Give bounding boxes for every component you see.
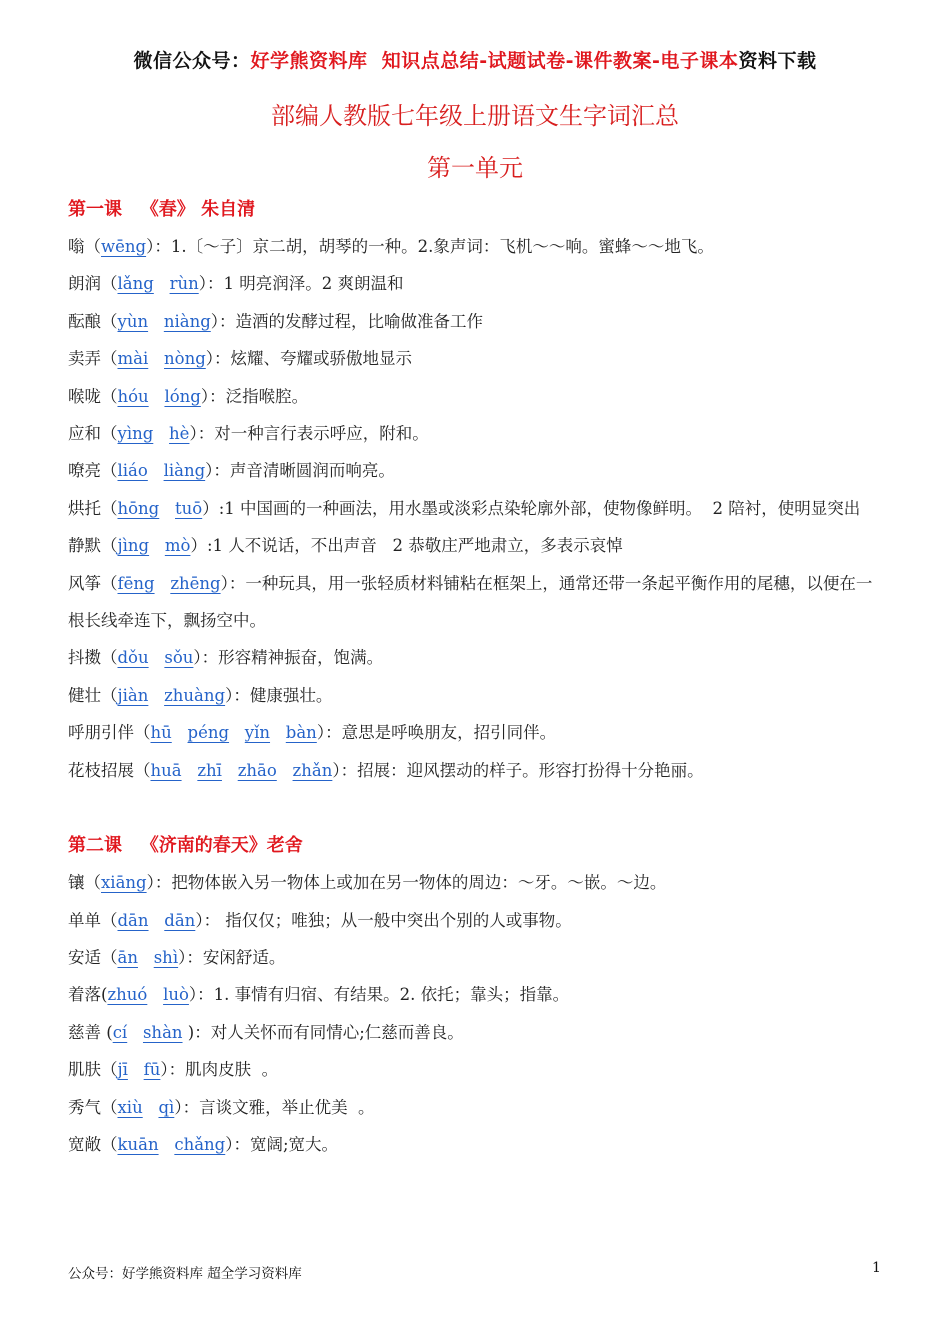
- vocab-entry: [68, 228, 883, 265]
- close-paren: ）: [146, 237, 155, 256]
- close-paren: ）: [193, 648, 202, 668]
- vocab-word: 酝酿: [68, 311, 101, 331]
- open-paren: （: [101, 424, 118, 444]
- vocab-word: 单单: [68, 910, 101, 930]
- vocab-definition: ：造酒的发酵过程，比喻做准备工作: [219, 311, 484, 331]
- vocab-word: 风筝: [68, 573, 101, 593]
- pinyin: yǐn: [244, 723, 271, 743]
- pinyin: mò: [164, 536, 191, 556]
- pinyin: lóng: [164, 386, 201, 406]
- pinyin: cí: [112, 1022, 128, 1042]
- pinyin: dān: [164, 910, 196, 930]
- close-paren: ）: [146, 873, 155, 893]
- vocab-entry: [68, 490, 883, 527]
- pinyin: zhuó: [107, 985, 148, 1005]
- close-paren: ）: [174, 1097, 183, 1117]
- vocab-word: 镶: [68, 873, 85, 893]
- vocab-word: 健壮: [68, 685, 101, 705]
- vocab-entry: [68, 303, 883, 340]
- vocab-definition: ：对一种言行表示呼应，附和。: [197, 424, 429, 444]
- vocab-definition: ：声音清晰圆润而响亮。: [213, 461, 395, 481]
- vocab-definition: ：对人关怀而有同情心;仁慈而善良。: [194, 1022, 464, 1042]
- section-gap: [68, 789, 883, 827]
- pinyin: zhuàng: [164, 685, 226, 705]
- open-paren: (: [101, 985, 108, 1005]
- open-paren: （: [84, 237, 101, 256]
- vocab-word: 呼朋引伴: [68, 723, 134, 743]
- vocab-word: 应和: [68, 424, 101, 444]
- open-paren: (: [101, 1022, 113, 1042]
- vocab-word: 烘托: [68, 498, 101, 518]
- pinyin: nòng: [164, 349, 206, 369]
- pinyin: niàng: [163, 311, 211, 331]
- open-paren: （: [101, 648, 118, 668]
- pinyin: hè: [169, 424, 190, 444]
- pinyin: yìng: [117, 424, 154, 444]
- pinyin: jiàn: [117, 685, 149, 705]
- banner-prefix: 微信公众号：: [133, 50, 251, 72]
- close-paren: ）: [190, 536, 207, 556]
- vocab-definition: ： 指仅仅；唯独；从一般中突出个别的人或事物。: [203, 910, 572, 930]
- footer-text: 公众号：好学熊资料库 超全学习资料库: [68, 1266, 302, 1282]
- close-paren: ）: [205, 349, 215, 369]
- pinyin: yùn: [117, 311, 149, 331]
- open-paren: （: [101, 386, 118, 406]
- top-banner: [0, 46, 950, 73]
- vocab-entry: [68, 378, 883, 415]
- pinyin: zhēng: [170, 573, 221, 593]
- open-paren: （: [134, 760, 151, 780]
- vocabulary-content: [68, 191, 883, 1163]
- close-paren: ）: [220, 573, 229, 593]
- banner-highlight: 好学熊资料库 知识点总结-试题试卷-课件教案-电子课本: [250, 50, 739, 72]
- pinyin: lǎng: [117, 274, 154, 294]
- open-paren: （: [101, 498, 118, 518]
- pinyin: shàn: [142, 1022, 183, 1042]
- close-paren: ）: [205, 461, 214, 481]
- pinyin: hū: [150, 723, 172, 743]
- pinyin: bàn: [285, 723, 317, 743]
- close-paren: ）: [332, 760, 341, 780]
- pinyin: qì: [158, 1097, 175, 1117]
- vocab-definition: ：意思是呼唤朋友，招引同伴。: [325, 723, 557, 743]
- vocab-entry: [68, 265, 883, 302]
- close-paren: ）: [200, 386, 210, 406]
- vocab-word: 着落: [68, 985, 101, 1005]
- open-paren: （: [101, 910, 118, 930]
- open-paren: （: [101, 311, 118, 331]
- vocab-definition: ：1 明亮润泽。2 爽朗温和: [206, 274, 404, 294]
- vocab-word: 喉咙: [68, 386, 101, 406]
- close-paren: ）: [160, 1060, 169, 1080]
- open-paren: （: [101, 1060, 118, 1080]
- pinyin: zhāo: [237, 760, 277, 780]
- lesson-heading: 第一课 《春》 朱自清: [68, 199, 256, 220]
- vocab-definition: ：形容精神振奋，饱满。: [201, 648, 384, 668]
- pinyin: xiù: [117, 1097, 143, 1117]
- pinyin: chǎng: [174, 1134, 226, 1154]
- vocab-definition: ：一种玩具，用一张轻质材料铺粘在框架上，通常还带一条起平衡作用的尾穗，以便在一根长线牵连下，飘扬空中。: [68, 573, 873, 631]
- open-paren: （: [101, 573, 118, 593]
- lesson-heading: 第二课 《济南的春天》老舍: [68, 835, 303, 857]
- banner-suffix: 资料下载: [738, 50, 817, 72]
- close-paren: ）: [316, 723, 326, 743]
- pinyin: fū: [143, 1060, 161, 1080]
- vocab-word: 秀气: [68, 1097, 101, 1117]
- vocab-word: 朗润: [68, 274, 101, 294]
- close-paren: ）: [225, 1134, 234, 1154]
- pinyin: hōng: [117, 498, 160, 518]
- pinyin: dān: [117, 910, 149, 930]
- vocab-word: 宽敞: [68, 1134, 101, 1154]
- vocab-word: 安适: [68, 947, 101, 967]
- close-paren: ）: [225, 685, 234, 705]
- pinyin: luò: [163, 985, 189, 1005]
- open-paren: （: [101, 349, 118, 369]
- pinyin: jī: [117, 1060, 128, 1080]
- open-paren: （: [101, 947, 118, 967]
- vocab-word: 嘹亮: [68, 461, 101, 481]
- close-paren: ）: [195, 910, 204, 930]
- vocab-definition: ：宽阔;宽大。: [233, 1134, 339, 1154]
- vocab-definition: ：炫耀、夸耀或骄傲地显示: [214, 349, 413, 369]
- vocab-definition: ：健康强壮。: [233, 685, 333, 705]
- pinyin: hóu: [117, 386, 149, 406]
- vocab-definition: ：泛指喉腔。: [209, 386, 309, 406]
- vocab-word: 慈善: [68, 1022, 101, 1042]
- open-paren: （: [84, 873, 101, 893]
- vocab-entry: [68, 902, 883, 939]
- open-paren: （: [101, 536, 118, 556]
- document-title: 部编人教版七年级上册语文生字词汇总: [271, 102, 679, 130]
- vocab-definition: ：肌肉皮肤 。: [168, 1060, 279, 1080]
- vocab-word: 静默: [68, 536, 101, 556]
- vocab-entry: [68, 415, 883, 452]
- vocab-definition: :1 中国画的一种画法，用水墨或淡彩点染轮廓外部，使物像鲜明。 2 陪衬，使明显突出: [218, 498, 861, 518]
- open-paren: （: [101, 461, 118, 481]
- vocab-entry: [68, 452, 883, 489]
- close-paren: ）: [210, 311, 220, 331]
- open-paren: （: [101, 685, 118, 705]
- close-paren: ): [182, 1022, 195, 1042]
- pinyin: zhī: [197, 760, 222, 780]
- pinyin: fēng: [117, 573, 155, 593]
- close-paren: ）: [202, 498, 219, 518]
- page-number: 1: [872, 1260, 881, 1276]
- vocab-entry: [68, 976, 883, 1013]
- vocab-definition: ：招展：迎风摆动的样子。形容打扮得十分艳丽。: [340, 760, 704, 780]
- vocab-entry: [68, 565, 883, 640]
- pinyin: sǒu: [164, 648, 194, 668]
- close-paren: ）: [189, 424, 198, 444]
- open-paren: （: [134, 723, 151, 743]
- vocab-word: 嗡: [68, 237, 85, 256]
- vocab-definition: ：把物体嵌入另一物体上或加在另一物体的周边：～牙。～嵌。～边。: [154, 873, 667, 893]
- vocab-definition: ：1.〔～子〕京二胡，胡琴的一种。2.象声词：飞机～～响。蜜蜂～～地飞。: [154, 237, 714, 256]
- pinyin: dǒu: [117, 648, 149, 668]
- pinyin: zhǎn: [292, 760, 333, 780]
- vocab-entry: [68, 1126, 883, 1163]
- pinyin: kuān: [117, 1134, 159, 1154]
- vocab-entry: [68, 864, 883, 901]
- pinyin: liàng: [163, 461, 206, 481]
- vocab-entry: [68, 939, 883, 976]
- vocab-entry: [68, 1089, 883, 1126]
- close-paren: ）: [198, 274, 207, 294]
- vocab-entry: [68, 340, 883, 377]
- vocab-definition: ：安闲舒适。: [186, 947, 286, 967]
- unit-title: 第一单元: [427, 154, 523, 182]
- open-paren: （: [101, 1097, 118, 1117]
- vocab-entry: [68, 677, 883, 714]
- pinyin: péng: [187, 723, 230, 743]
- vocab-entry: [68, 639, 883, 676]
- pinyin: shì: [153, 947, 179, 967]
- vocab-entry: [68, 714, 883, 751]
- pinyin: mài: [117, 349, 149, 369]
- pinyin: rùn: [169, 274, 199, 294]
- vocab-entry: [68, 527, 883, 564]
- vocab-word: 花枝招展: [68, 760, 134, 780]
- pinyin: tuō: [175, 498, 203, 518]
- pinyin: wēng: [101, 237, 147, 256]
- pinyin: jìng: [117, 536, 150, 556]
- vocab-entry: [68, 1014, 883, 1051]
- pinyin: liáo: [117, 461, 148, 481]
- vocab-word: 肌肤: [68, 1060, 101, 1080]
- vocab-definition: ：1. 事情有归宿、有结果。2. 依托；靠头；指靠。: [197, 985, 570, 1005]
- close-paren: ）: [178, 947, 187, 967]
- pinyin: ān: [117, 947, 138, 967]
- vocab-entry: [68, 752, 883, 789]
- vocab-entry: [68, 1051, 883, 1088]
- open-paren: （: [101, 1134, 118, 1154]
- vocab-word: 抖擞: [68, 648, 101, 668]
- pinyin: huā: [150, 760, 182, 780]
- vocab-word: 卖弄: [68, 349, 101, 369]
- pinyin: xiāng: [101, 873, 147, 893]
- close-paren: ）: [188, 985, 198, 1005]
- open-paren: （: [101, 274, 118, 294]
- vocab-definition: :1 人不说话，不出声音 2 恭敬庄严地肃立，多表示哀悼: [206, 536, 623, 556]
- vocab-definition: ：言谈文雅，举止优美 。: [182, 1097, 375, 1117]
